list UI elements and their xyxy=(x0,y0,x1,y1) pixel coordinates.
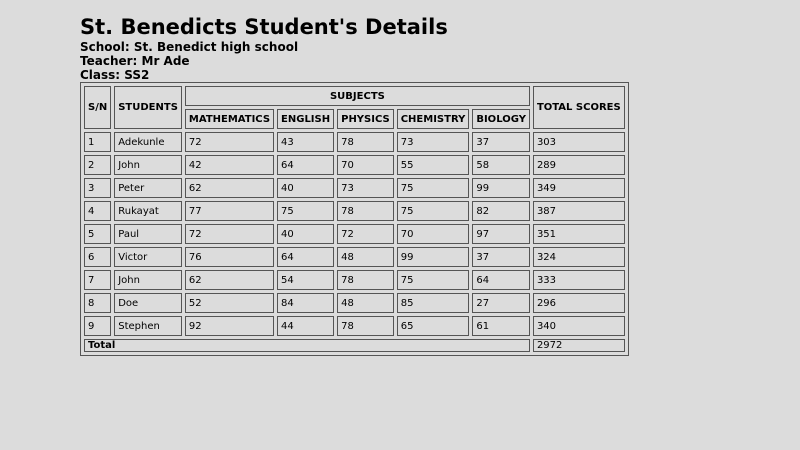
cell-sn: 3 xyxy=(84,178,111,198)
cell-chemistry: 73 xyxy=(397,132,470,152)
student-scores-table xyxy=(80,82,629,356)
cell-mathematics: 62 xyxy=(185,178,274,198)
header-subjects: SUBJECTS xyxy=(185,86,530,106)
cell-sn: 2 xyxy=(84,155,111,175)
cell-biology: 37 xyxy=(472,132,530,152)
table-body xyxy=(84,132,625,336)
cell-total: 296 xyxy=(533,293,625,313)
cell-student: Stephen xyxy=(114,316,182,336)
cell-student: Rukayat xyxy=(114,201,182,221)
cell-sn: 7 xyxy=(84,270,111,290)
cell-mathematics: 72 xyxy=(185,224,274,244)
cell-english: 44 xyxy=(277,316,334,336)
header-biology: BIOLOGY xyxy=(472,109,530,129)
table-row xyxy=(84,316,625,336)
cell-student: John xyxy=(114,270,182,290)
cell-chemistry: 85 xyxy=(397,293,470,313)
cell-mathematics: 62 xyxy=(185,270,274,290)
cell-total: 303 xyxy=(533,132,625,152)
cell-sn: 6 xyxy=(84,247,111,267)
cell-mathematics: 76 xyxy=(185,247,274,267)
header-physics: PHYSICS xyxy=(337,109,394,129)
cell-english: 43 xyxy=(277,132,334,152)
cell-chemistry: 75 xyxy=(397,178,470,198)
cell-chemistry: 55 xyxy=(397,155,470,175)
cell-physics: 48 xyxy=(337,247,394,267)
header-english: ENGLISH xyxy=(277,109,334,129)
cell-biology: 27 xyxy=(472,293,530,313)
cell-total: 333 xyxy=(533,270,625,290)
cell-english: 40 xyxy=(277,224,334,244)
cell-biology: 82 xyxy=(472,201,530,221)
header-students: STUDENTS xyxy=(114,86,182,129)
cell-english: 64 xyxy=(277,155,334,175)
cell-total: 324 xyxy=(533,247,625,267)
header-chemistry: CHEMISTRY xyxy=(397,109,470,129)
cell-physics: 78 xyxy=(337,201,394,221)
cell-student: Peter xyxy=(114,178,182,198)
table-row xyxy=(84,224,625,244)
total-value: 2972 xyxy=(533,339,625,352)
cell-student: John xyxy=(114,155,182,175)
cell-english: 84 xyxy=(277,293,334,313)
cell-chemistry: 75 xyxy=(397,201,470,221)
cell-chemistry: 70 xyxy=(397,224,470,244)
cell-physics: 70 xyxy=(337,155,394,175)
table-row xyxy=(84,270,625,290)
cell-mathematics: 52 xyxy=(185,293,274,313)
cell-chemistry: 99 xyxy=(397,247,470,267)
cell-biology: 64 xyxy=(472,270,530,290)
cell-english: 40 xyxy=(277,178,334,198)
cell-chemistry: 75 xyxy=(397,270,470,290)
cell-english: 54 xyxy=(277,270,334,290)
page-title: St. Benedicts Student's Details xyxy=(80,15,448,39)
total-label: Total xyxy=(84,339,530,352)
cell-biology: 61 xyxy=(472,316,530,336)
cell-biology: 58 xyxy=(472,155,530,175)
cell-english: 75 xyxy=(277,201,334,221)
teacher-info: Teacher: Mr Ade xyxy=(80,54,190,68)
cell-sn: 1 xyxy=(84,132,111,152)
cell-student: Adekunle xyxy=(114,132,182,152)
cell-physics: 78 xyxy=(337,316,394,336)
cell-sn: 4 xyxy=(84,201,111,221)
cell-mathematics: 92 xyxy=(185,316,274,336)
cell-physics: 78 xyxy=(337,132,394,152)
total-row xyxy=(84,339,625,352)
cell-sn: 8 xyxy=(84,293,111,313)
header-row-top xyxy=(84,86,625,106)
cell-total: 340 xyxy=(533,316,625,336)
table-row xyxy=(84,132,625,152)
header-mathematics: MATHEMATICS xyxy=(185,109,274,129)
page-header xyxy=(80,14,448,82)
cell-mathematics: 72 xyxy=(185,132,274,152)
table-row xyxy=(84,201,625,221)
cell-physics: 73 xyxy=(337,178,394,198)
class-info: Class: SS2 xyxy=(80,68,150,82)
table-row xyxy=(84,293,625,313)
cell-english: 64 xyxy=(277,247,334,267)
cell-sn: 5 xyxy=(84,224,111,244)
cell-biology: 37 xyxy=(472,247,530,267)
cell-physics: 48 xyxy=(337,293,394,313)
cell-student: Paul xyxy=(114,224,182,244)
cell-sn: 9 xyxy=(84,316,111,336)
cell-physics: 78 xyxy=(337,270,394,290)
school-info: School: St. Benedict high school xyxy=(80,40,299,54)
table-row xyxy=(84,178,625,198)
cell-student: Victor xyxy=(114,247,182,267)
cell-mathematics: 42 xyxy=(185,155,274,175)
cell-biology: 97 xyxy=(472,224,530,244)
header-total-scores: TOTAL SCORES xyxy=(533,86,625,129)
header-sn: S/N xyxy=(84,86,111,129)
cell-student: Doe xyxy=(114,293,182,313)
table-row xyxy=(84,247,625,267)
cell-physics: 72 xyxy=(337,224,394,244)
table-row xyxy=(84,155,625,175)
cell-biology: 99 xyxy=(472,178,530,198)
cell-total: 387 xyxy=(533,201,625,221)
cell-total: 289 xyxy=(533,155,625,175)
cell-total: 349 xyxy=(533,178,625,198)
cell-chemistry: 65 xyxy=(397,316,470,336)
cell-mathematics: 77 xyxy=(185,201,274,221)
cell-total: 351 xyxy=(533,224,625,244)
